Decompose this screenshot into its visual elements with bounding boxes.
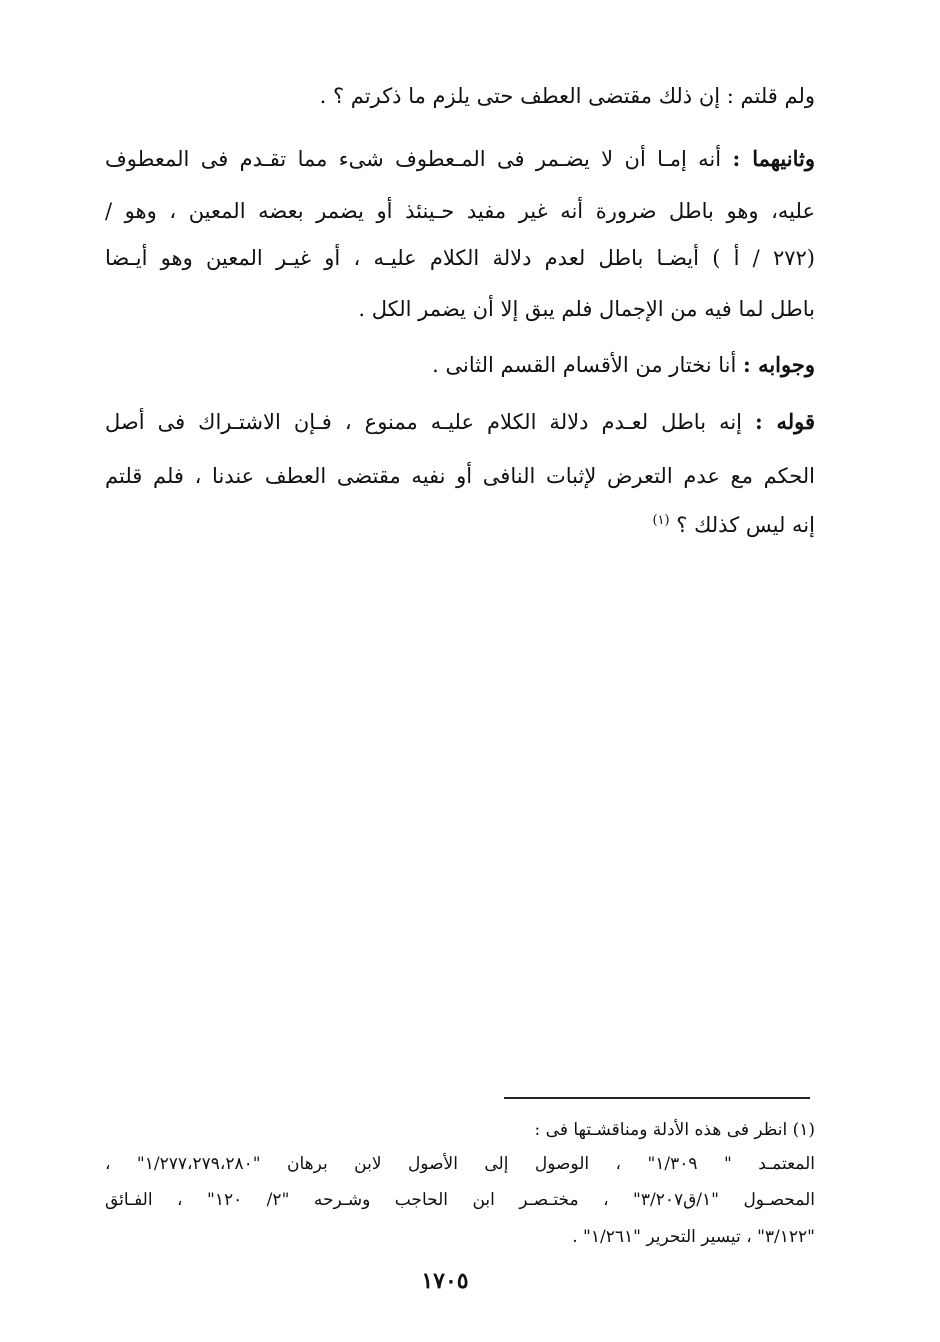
page-number: ١٧٠٥ bbox=[421, 1268, 469, 1294]
body-line bbox=[652, 510, 815, 540]
body-text: باطل لما فيه من الإجمال فلم يبق إلا أن يضمر الكل . bbox=[358, 297, 815, 321]
body-text: إنه ليس كذلك ؟ bbox=[669, 513, 815, 537]
footnote-text: "٣/١٢٢" ، تيسير التحرير "١/٢٦١" . bbox=[572, 1227, 815, 1247]
paragraph-lead: وثانيهما : bbox=[732, 146, 815, 171]
body-line bbox=[320, 81, 815, 111]
footnote-text: (١) انظر فى هذه الأدلة ومناقشـتها فى : bbox=[534, 1120, 815, 1140]
body-text: عليه، وهو باطل ضرورة أنه غير مفيد حـينئذ أو يضمر بعضه المعين ، وهو / bbox=[105, 199, 815, 223]
paragraph-answer bbox=[432, 350, 815, 380]
paragraph-lead: قوله : bbox=[755, 409, 815, 434]
footnote-line bbox=[572, 1225, 815, 1249]
body-text: الحكم مع عدم التعرض لإثبات النافى أو نفيه مقتضى العطف عندنا ، فلم قلتم bbox=[105, 464, 815, 488]
paragraph-lead: وجوابه : bbox=[743, 352, 815, 377]
body-text: ولم قلتم : إن ذلك مقتضى العطف حتى يلزم ما ذكرتم ؟ . bbox=[319, 84, 815, 108]
paragraph-his-statement bbox=[105, 407, 815, 437]
footnote-line bbox=[105, 1152, 815, 1176]
footnote-reference: (١) bbox=[652, 513, 670, 528]
footnote-text: المحصـول "١/ق٣/٢٠٧" ، مختـصـر ابن الحاجب وشـرحه "٢/ ١٢٠" ، الفـائق bbox=[105, 1190, 816, 1210]
paragraph-second-point bbox=[105, 144, 815, 174]
footnote-text: المعتمـد " ١/٣٠٩" ، الوصول إلى الأصول لابن برهان "١/٢٧٧،٢٧٩،٢٨٠" ، bbox=[105, 1154, 816, 1174]
body-line bbox=[105, 196, 815, 226]
body-text: (٢٧٢ / أ ) أيضـا باطل لعدم دلالة الكلام عليـه ، أو غيـر المعين وهو أيـضا bbox=[105, 246, 815, 270]
body-line bbox=[105, 243, 815, 273]
footnote-separator bbox=[504, 1097, 810, 1099]
body-text: أنا نختار من الأقسام القسم الثانى . bbox=[432, 353, 744, 377]
footnote-line bbox=[105, 1188, 815, 1212]
body-line bbox=[105, 461, 815, 491]
body-text: إنه باطل لعـدم دلالة الكلام عليـه ممنوع ، فـإن الاشتـراك فى أصل bbox=[105, 410, 756, 434]
body-line bbox=[358, 294, 815, 324]
body-text: أنه إمـا أن لا يضـمر فى المـعطوف شىء مما تقـدم فى المعطوف bbox=[105, 147, 733, 171]
footnote-line bbox=[535, 1118, 815, 1142]
